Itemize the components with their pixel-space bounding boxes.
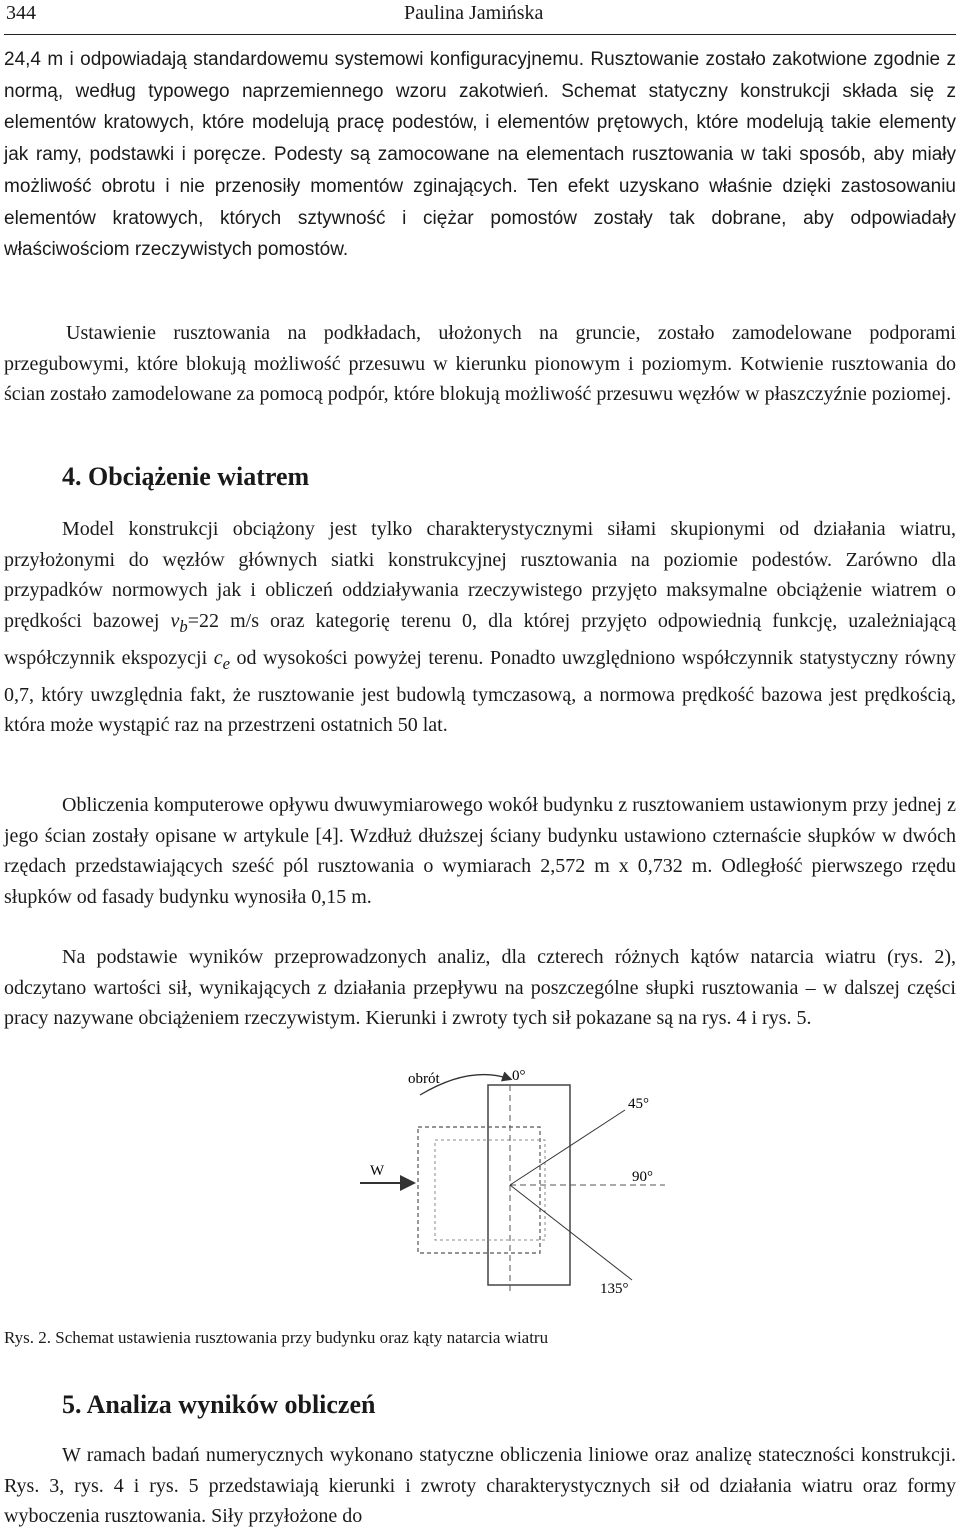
paragraph-part-sans: 24,4 m i odpowiadają standardowemu systemowi konfiguracyjnemu. Rusztowanie zostało zakotwione zgodnie z normą, według typowego naprzemiennego wzoru zakotwień. Schemat statyczny konstrukcji składa się z elementów kratowych, które modelują pracę podestów, i elementów prętowych, które modelują takie elementy jak ramy, podstawki i poręcze. — [4, 49, 956, 166]
section-title-5: 5. Analiza wyników obliczeń — [62, 1390, 376, 1419]
label-45-deg: 45° — [628, 1096, 649, 1112]
paragraph-wind-load — [4, 514, 956, 741]
paragraph-part-sans: Ten efekt uzyskano właśnie dzięki zastosowaniu elementów kratowych, których sztywność i ciężar pomostów zostały tak dobrane, aby odpowiadały właściwościom rzeczywistych pomostów. — [4, 175, 956, 261]
running-header — [4, 0, 956, 35]
scaffold-outline — [418, 1127, 540, 1253]
symbol-ce-sub: e — [222, 653, 231, 673]
label-90-deg: 90° — [632, 1169, 653, 1185]
label-rotation: obrót — [408, 1071, 440, 1087]
paragraph-text: Obliczenia komputerowe opływu dwuwymiarowego wokół budynku z rusztowaniem ustawionym przy jednej z jego ścian zostały opisane w artykule [4]. Wzdłuż dłuższej ściany budynku ustawiono czternaście słupków w dwóch rzędach przedstawiających sześć pól rusztowania o wymiarach 2,572 m x 0,732 m. Odległość pierwszego rzędu słupków od fasady budynku wynosiła 0,15 m. — [4, 794, 956, 909]
paragraph-text: W ramach badań numerycznych wykonano statyczne obliczenia liniowe oraz analizę stateczności konstrukcji. Rys. 3, rys. 4 i rys. 5 przedstawiają kierunki i zwroty charakterystycznych sił od działania wiatru oraz formy wyboczenia rusztowania. Siły przyłożone do — [4, 1444, 956, 1528]
paragraph-analysis — [4, 1440, 956, 1532]
figure-caption: Rys. 2. Schemat ustawienia rusztowania przy budynku oraz kąty natarcia wiatru — [4, 1328, 549, 1347]
paragraph-part-sans: Podesty są zamocowane na elementach rusztowania w taki sposób, aby miały możliwość obrotu i nie przenosiły momentów zginających. — [4, 144, 956, 197]
page-number: 344 — [6, 2, 36, 24]
label-135-deg: 135° — [600, 1281, 629, 1297]
symbol-vb-sub: b — [179, 617, 188, 637]
paragraph-supports — [4, 318, 956, 410]
paragraph-text: Na podstawie wyników przeprowadzonych analiz, dla czterech różnych kątów natarcia wiatru (rys. 2), odczytano wartości sił, wynikających z działania przepływu na poszczególne słupki rusztowania – w dalszej części pracy nazywane obciążeniem rzeczywistym. Kierunki i zwroty tych sił pokazane są na rys. 4 i rys. 5. — [4, 946, 956, 1030]
paragraph-scaffold-model — [4, 44, 956, 266]
paragraph-part: Model konstrukcji obciążony jest tylko charakterystycznymi siłami skupionymi od działania wiatru, przyłożonymi do węzłów głównych siatki konstrukcyjnej rusztowania na poziomie podestów. Zarówno dla przypadków normowych jak i obliczeń oddziaływania rzeczywistego przyjęto maksymalne obciążenie wiatrem o prędkości bazowej — [4, 518, 956, 633]
running-author: Paulina Jamińska — [404, 2, 544, 24]
paragraph-part: =22 m/s oraz kategorię terenu 0, dla której przyjęto odpowiednią funkcję, uzależniającą współczynnik ekspozycji — [4, 610, 956, 669]
figure-wind-angles — [360, 1065, 670, 1305]
paragraph-forces — [4, 942, 956, 1034]
paragraph-part: od wysokości powyżej terenu. Ponadto uwzględniono współczynnik statystyczny równy 0,7, który uwzględnia fakt, że rusztowanie jest budowlą tymczasową, a normowa prędkość bazowa jest prędkością, która może wystąpić raz na przestrzeni ostatnich 50 lat. — [4, 646, 956, 737]
label-wind: W — [370, 1163, 385, 1179]
paragraph-flow-calc — [4, 790, 956, 913]
symbol-vb: v — [170, 610, 180, 633]
scaffold-inner-outline — [435, 1140, 545, 1240]
angle-line-135 — [510, 1185, 632, 1280]
building-outline — [488, 1085, 570, 1285]
section-title-4: 4. Obciążenie wiatrem — [62, 462, 310, 491]
angle-line-45 — [510, 1110, 625, 1185]
label-0-deg: 0° — [512, 1068, 526, 1084]
paragraph-text: Ustawienie rusztowania na podkładach, ułożonych na gruncie, zostało zamodelowane podporami przegubowymi, które blokują możliwość przesuwu w kierunku pionowym i poziomym. Kotwienie rusztowania do ścian zostało zamodelowane za pomocą podpór, które blokują możliwość przesuwu węzłów w płaszczyźnie poziomej. — [4, 322, 956, 406]
symbol-ce: c — [213, 646, 223, 669]
